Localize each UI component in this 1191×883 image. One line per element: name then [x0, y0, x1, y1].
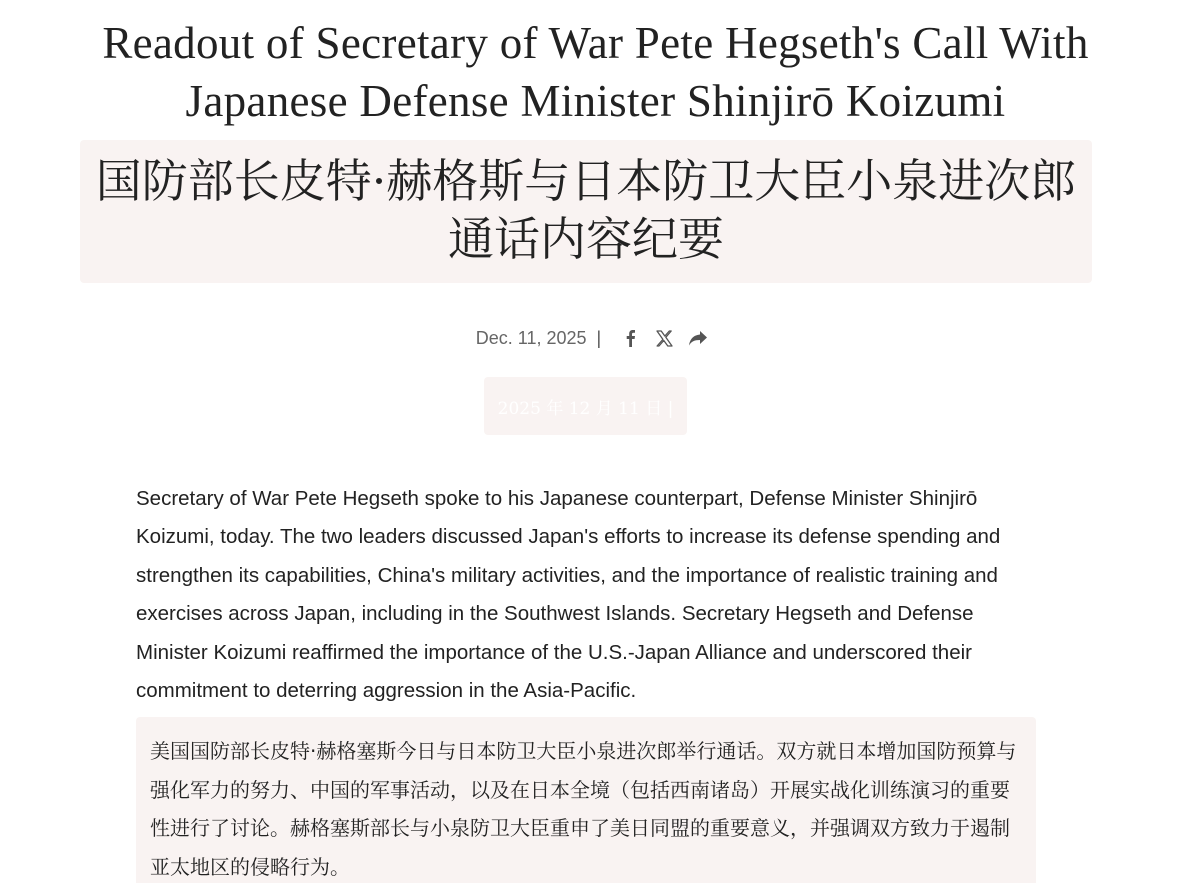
translation-date-box: [484, 377, 687, 435]
article-title-zh: 国防部长皮特·赫格斯与日本防卫大臣小泉进次郎通话内容纪要: [95, 154, 1077, 266]
x-icon[interactable]: [652, 326, 676, 350]
article-meta: [0, 326, 1191, 350]
article-body-en: Secretary of War Pete Hegseth spoke to his Japanese counterpart, Defense Minister Shinjirō Koizumi, today. The two leaders discussed Japan's efforts to increase its defense spending and strengthen its capabilities, China's military activities, and the importance of realistic training and exercises across Japan, including in the Southwest Islands. Secretary Hegseth and Defense Minister Koizumi reaffirmed the importance of the U.S.-Japan Alliance and underscored their commitment to deterring aggression in the Asia-Pacific.: [136, 487, 1001, 703]
share-icon[interactable]: [686, 326, 710, 350]
translation-body-box: [136, 717, 1036, 883]
publish-date: Dec. 11, 2025: [475, 327, 587, 348]
facebook-icon[interactable]: [618, 326, 642, 350]
article-body-zh: 美国国防部长皮特·赫格塞斯今日与日本防卫大臣小泉进次郎举行通话。双方就日本增加国防预算与强化军力的努力、中国的军事活动，以及在日本全境（包括西南诸岛）开展实战化训练演习的重要性进行了讨论。赫格塞斯部长与小泉防卫大臣重申了美日同盟的重要意义，并强调双方致力于遏制亚太地区的侵略行为。: [150, 739, 1017, 879]
article-title-en: Readout of Secretary of War Pete Hegseth's Call With Japanese Defense Minister Shinjirō Koizumi: [102, 18, 1089, 126]
translation-title-box: [80, 140, 1092, 283]
publish-date-zh: 2025 年 12 月 11 日 |: [497, 398, 674, 419]
meta-separator: |: [596, 327, 602, 348]
